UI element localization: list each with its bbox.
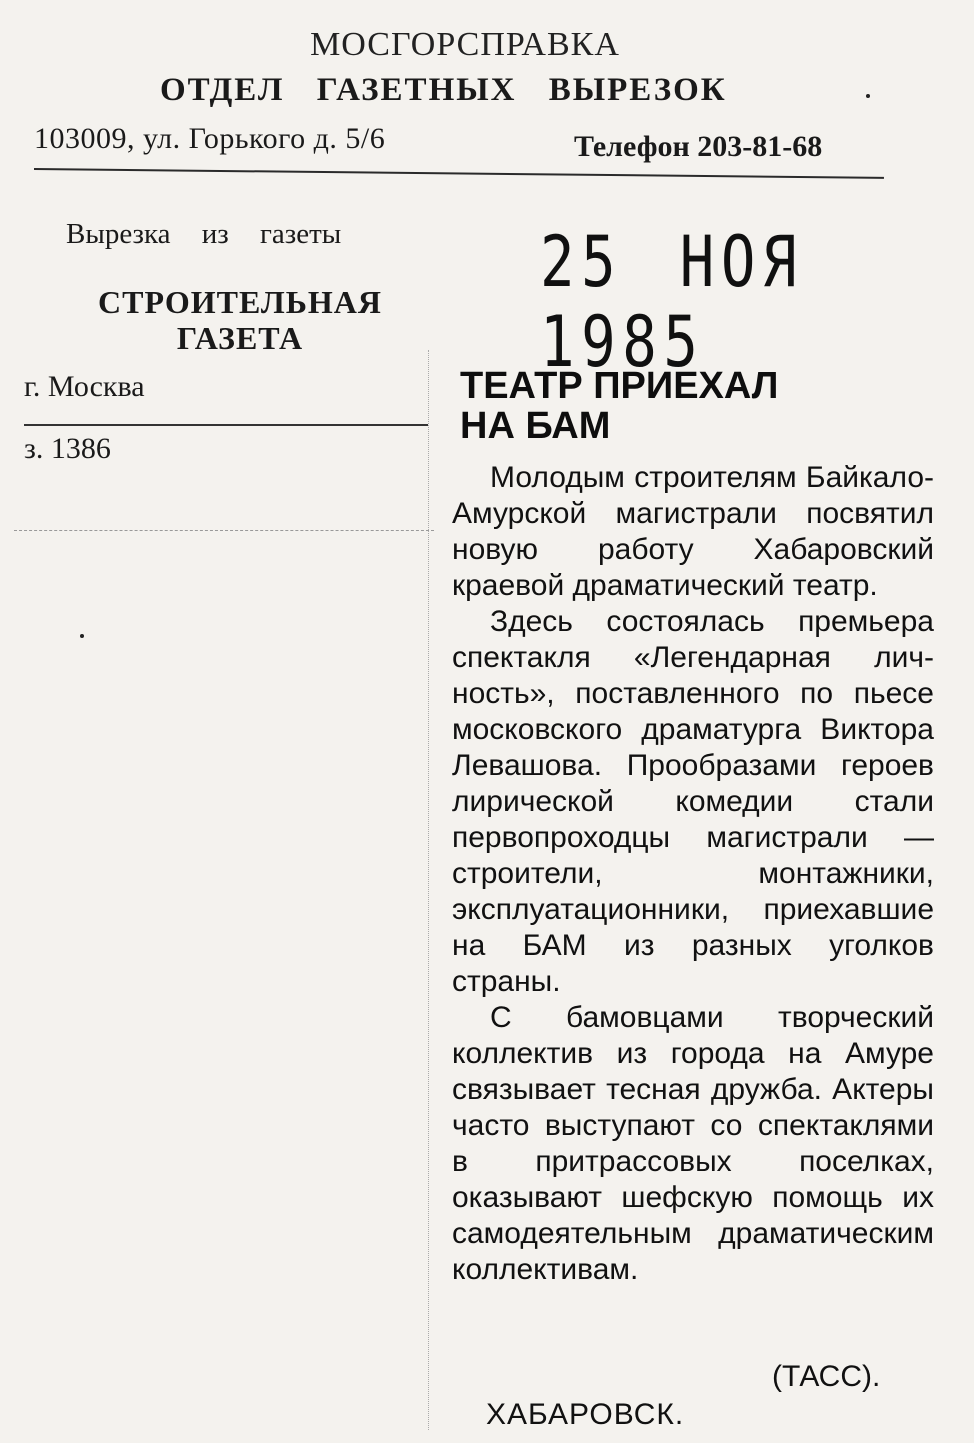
- headline-line-2: НА БАМ: [460, 405, 611, 447]
- date-stamp: 25 НОЯ 1985: [540, 221, 804, 383]
- newspaper-title-line-2: ГАЗЕТА: [176, 320, 304, 356]
- bureau-name: МОСГОРСПРАВКА: [310, 26, 620, 63]
- headline-line-1: ТЕАТР ПРИЕХАЛ: [460, 365, 779, 407]
- article-headline: [460, 366, 940, 446]
- clipping-label: Вырезка из газеты: [66, 218, 342, 250]
- faint-divider: [14, 530, 434, 532]
- newspaper-title-line-1: СТРОИТЕЛЬНАЯ: [98, 284, 382, 320]
- column-divider: [428, 350, 430, 1430]
- department-title: ОТДЕЛ ГАЗЕТНЫХ ВЫРЕЗОК: [160, 72, 727, 108]
- bureau-phone: Телефон 203-81-68: [574, 130, 823, 163]
- article-dateline: ХАБАРОВСК.: [486, 1398, 685, 1431]
- article-paragraph-1: Молодым строителям Байкало-Амурской магистрали посвятил новую работу Хабаровский краевой драматический театр.: [452, 461, 934, 602]
- order-number: з. 1386: [24, 432, 111, 465]
- speck-mark: [80, 634, 84, 638]
- speck-mark: [866, 94, 870, 98]
- newspaper-title: [40, 284, 440, 356]
- article-paragraph-3: С бамовцами творческий коллектив из города на Амуре связывает тесная дружба. Актеры часто выступают со спектаклями в притрассовых поселках, оказывают шефскую помощь их самодеятельным драматическим коллективам.: [452, 1001, 934, 1286]
- bureau-address: 103009, ул. Горького д. 5/6: [34, 122, 386, 155]
- header-divider: [34, 168, 884, 179]
- article-paragraph-2: Здесь состоялась премьера спектакля «Легендарная личность», поставленного по пьесе московского драматурга Виктора Левашова. Прообразами героев лирической комедии стали первопроходцы магистрали — строители, монтажники, эксплуатационники, приехавшие на БАМ из разных уголков страны.: [452, 605, 934, 998]
- city-divider: [24, 424, 428, 426]
- city-label: г. Москва: [24, 370, 145, 403]
- article-source: (ТАСС).: [772, 1360, 881, 1393]
- article-body: [452, 460, 934, 1288]
